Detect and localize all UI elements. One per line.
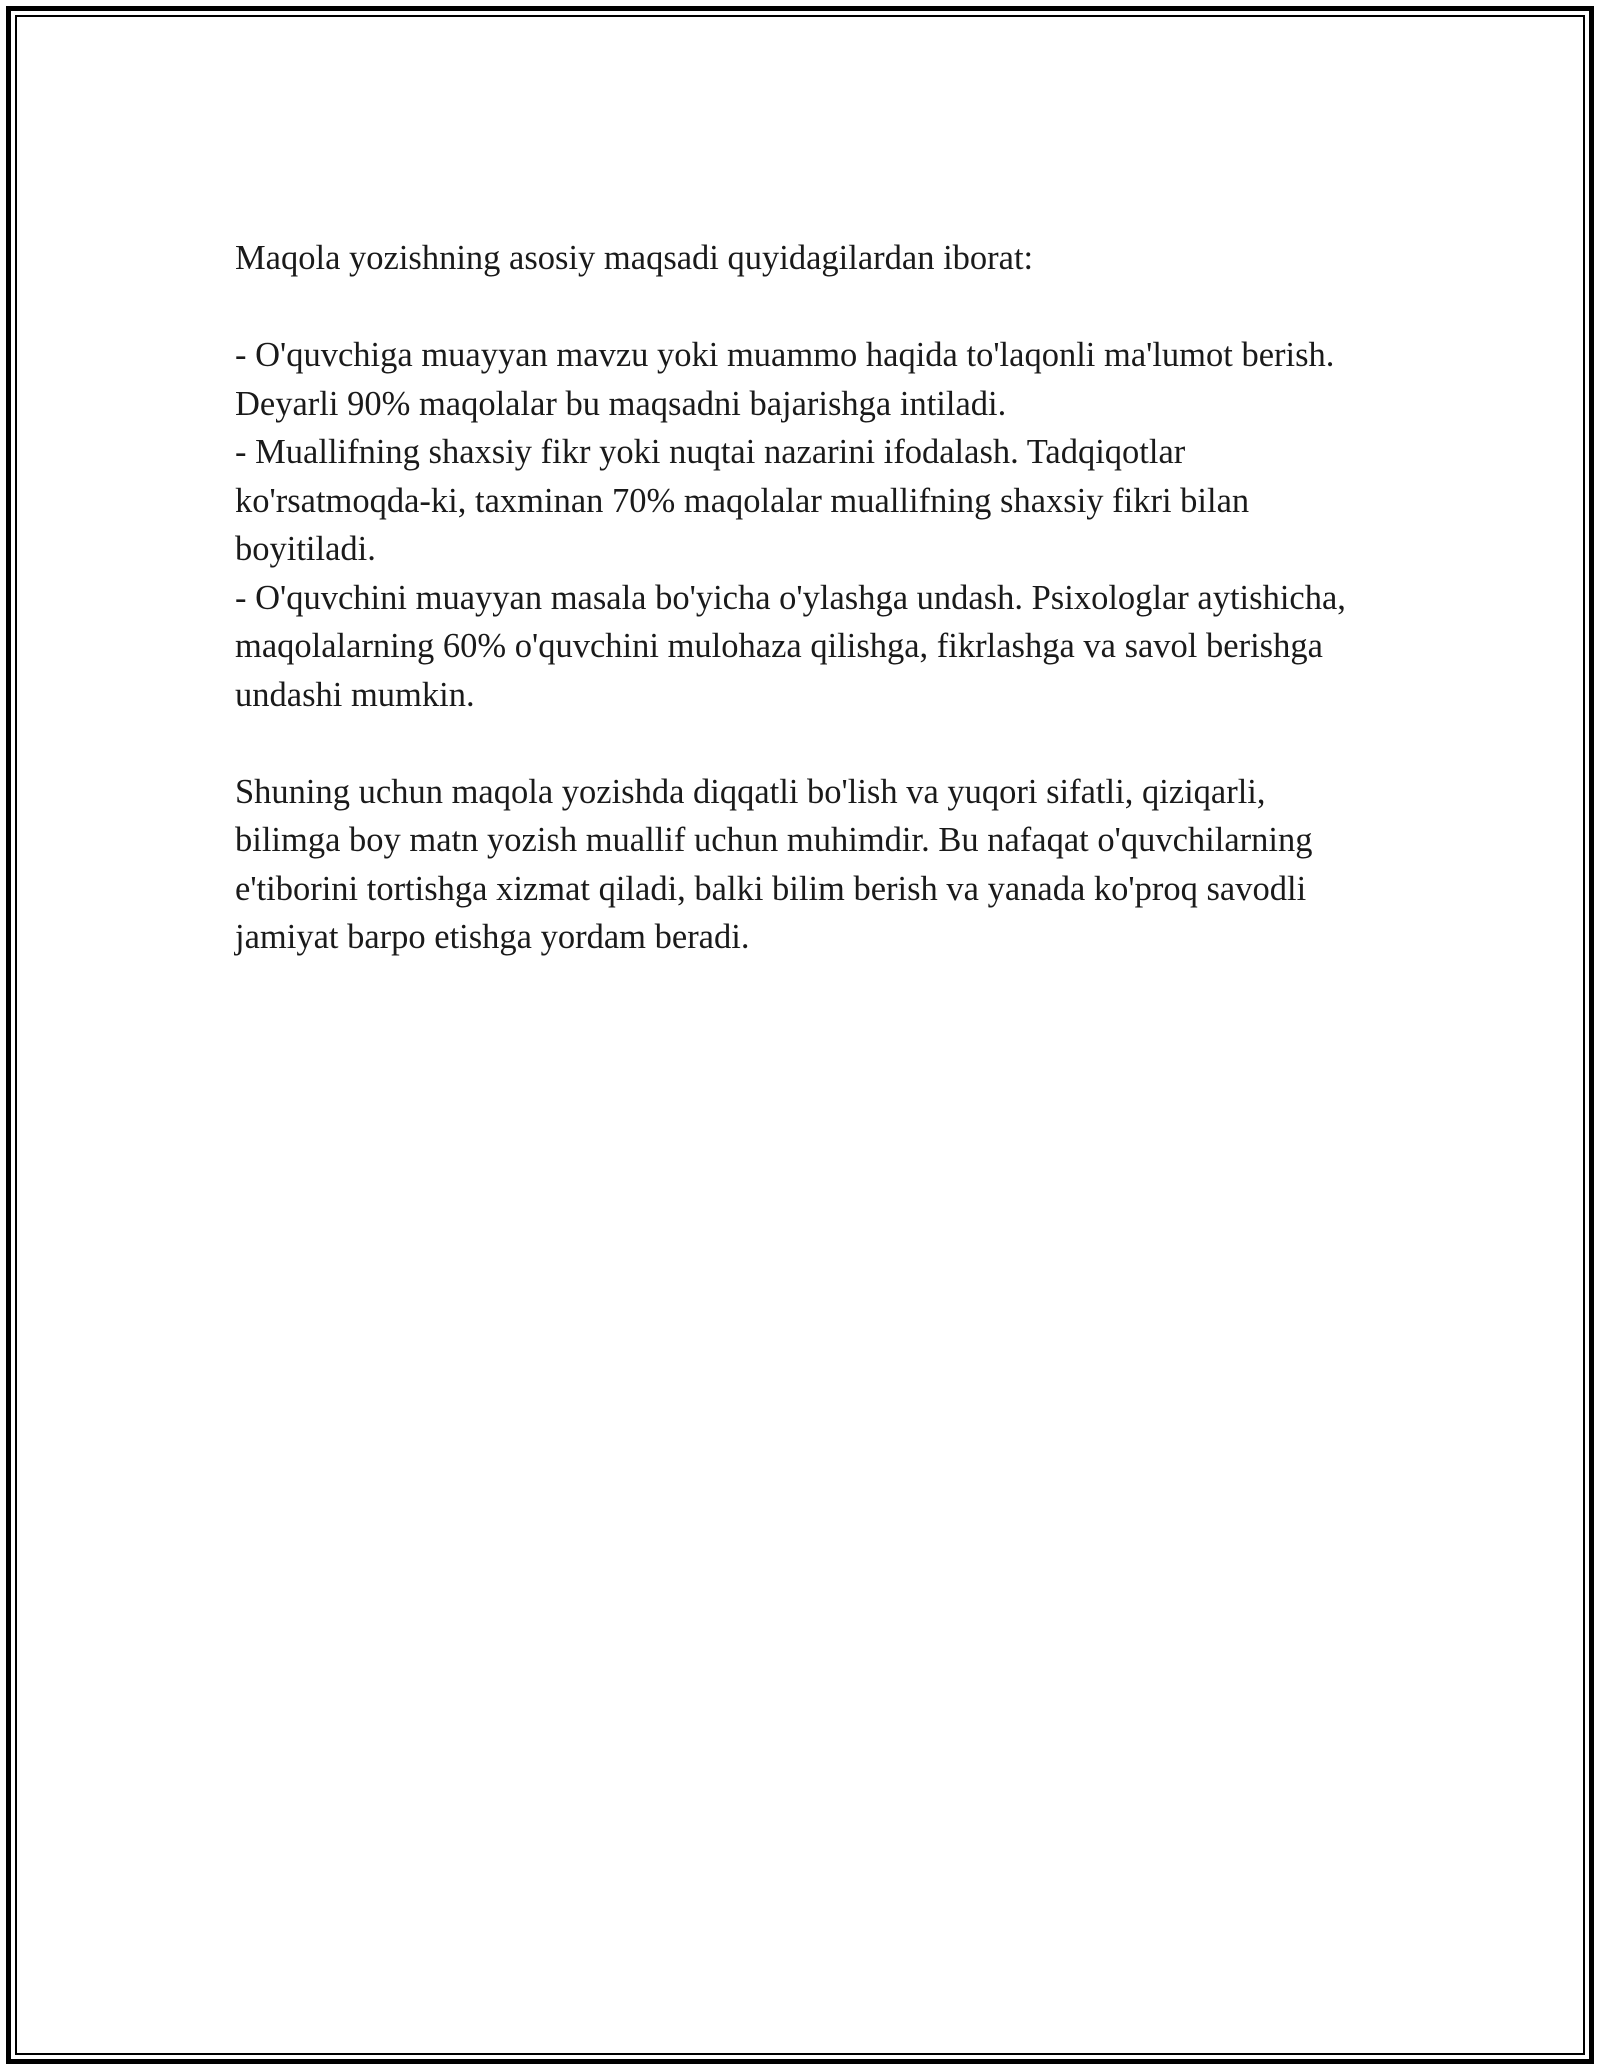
intro-paragraph: Maqola yozishning asosiy maqsadi quyidagilardan iborat:	[235, 239, 1034, 277]
paragraph-spacer	[235, 719, 1365, 768]
bullet-item: - Muallifning shaxsiy fikr yoki nuqtai nazarini ifodalash. Tadqiqotlar ko'rsatmoqda-ki, taxminan 70% maqolalar muallifning shaxsiy fikri bilan boyitiladi.	[235, 433, 1250, 568]
bullet-item: - O'quvchiga muayyan mavzu yoki muammo haqida to'laqonli ma'lumot berish. Deyarli 90% maqolalar bu maqsadni bajarishga intiladi.	[235, 336, 1335, 423]
conclusion-paragraph: Shuning uchun maqola yozishda diqqatli bo'lish va yuqori sifatli, qiziqarli, bilimga boy matn yozish muallif uchun muhimdir. Bu nafaqat o'quvchilarning e'tiborini tortishga xizmat qiladi, balki bilim berish va yanada ko'proq savodli jamiyat barpo etishga yordam beradi.	[235, 772, 1313, 956]
paragraph-spacer	[235, 283, 1365, 332]
document-body	[235, 234, 1365, 962]
bullet-item: - O'quvchini muayyan masala bo'yicha o'ylashga undash. Psixologlar aytishicha, maqolalarning 60% o'quvchini mulohaza qilishga, fikrlashga va savol berishga undashi mumkin.	[235, 578, 1346, 714]
